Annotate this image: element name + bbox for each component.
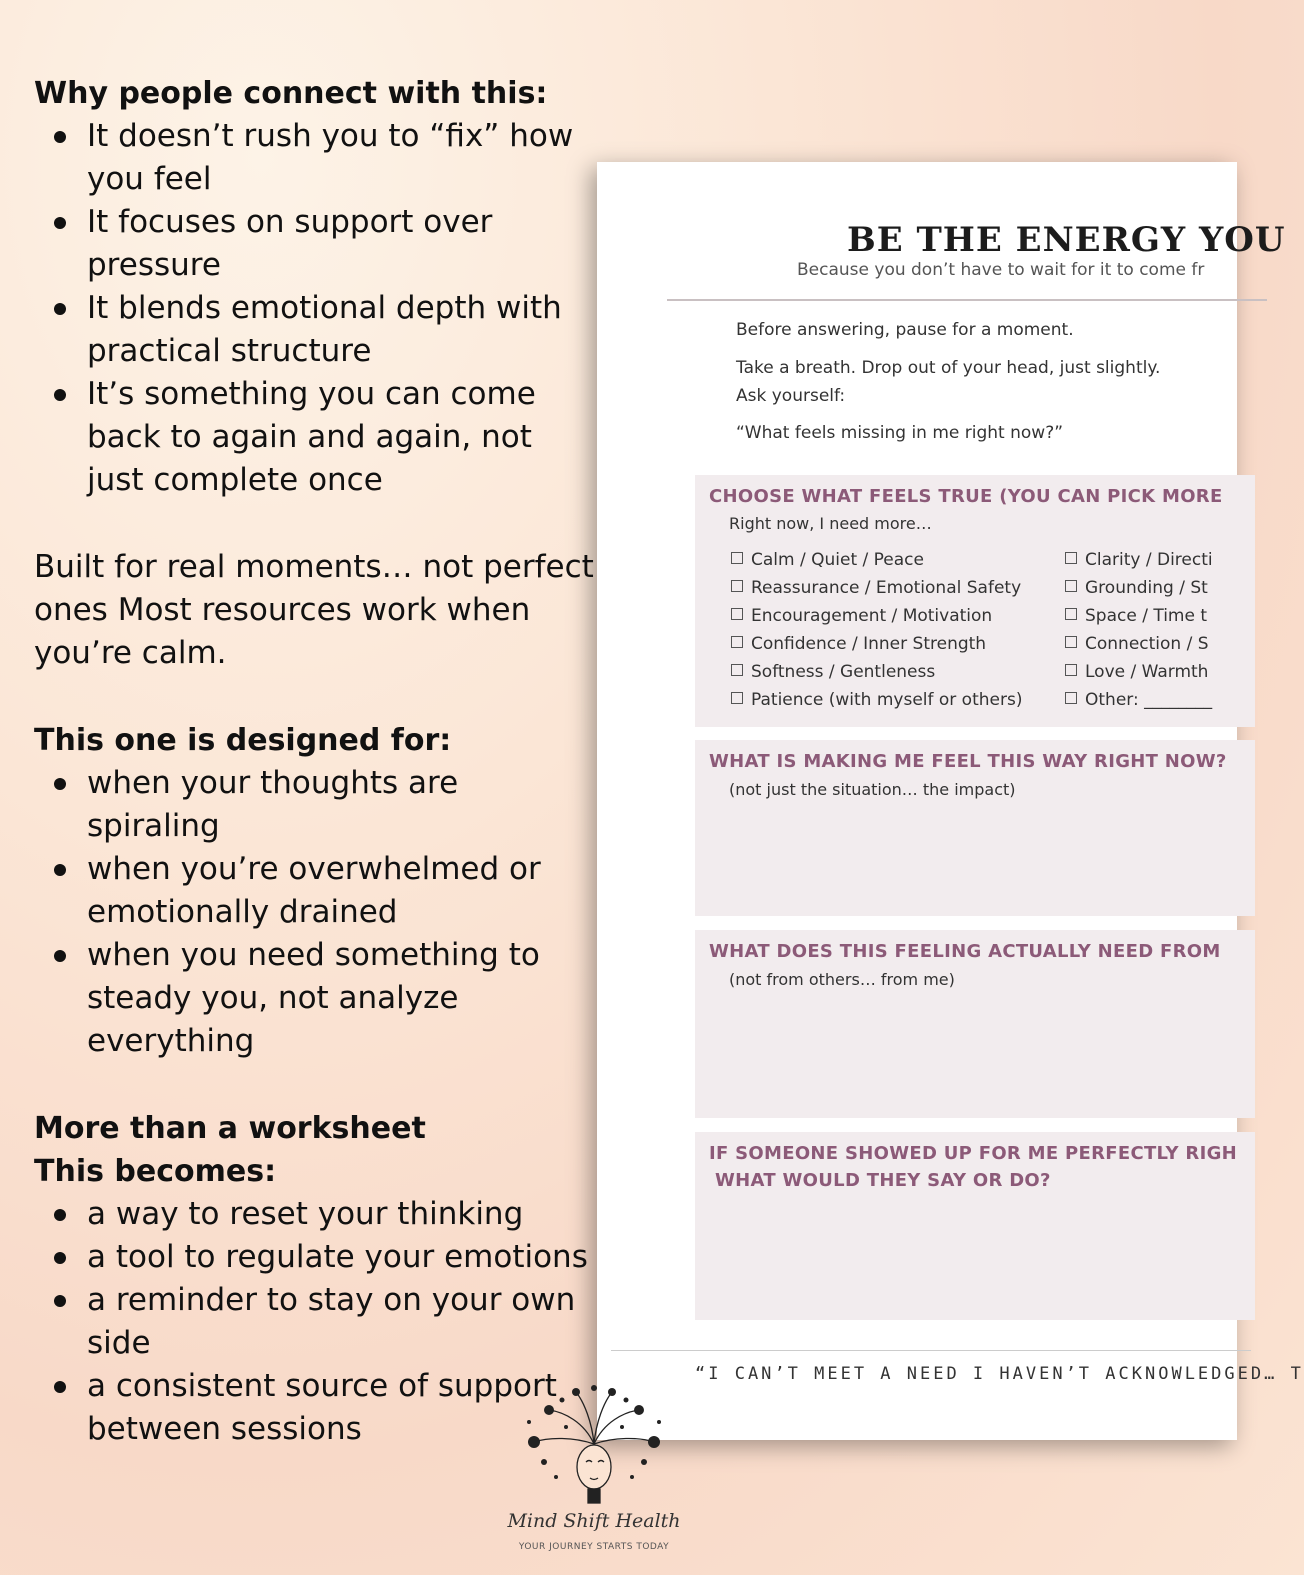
list-item: when you need something to steady you, not analyze everything [87,934,594,1063]
list-item: when you’re overwhelmed or emotionally drained [87,848,594,934]
list-item: a reminder to stay on your own side [87,1279,594,1365]
checkbox-icon [1065,664,1077,676]
built-paragraph: Built for real moments… not perfect ones Most resources work when you’re calm. [34,549,594,671]
intro-question: “What feels missing in me right now?” [736,423,1064,443]
worksheet-preview [597,162,1304,1440]
checkbox-icon [731,608,743,620]
why-title: Why people connect with this: [34,76,548,111]
checkbox-option[interactable]: Space / Time t [1065,606,1207,626]
designed-list [34,762,594,1063]
list-item: It blends emotional depth with practical structure [87,287,594,373]
checkbox-icon [731,552,743,564]
more-title: More than a worksheet [34,1111,426,1146]
intro-line: Take a breath. Drop out of your head, just slightly. [736,358,1161,378]
checkbox-icon [731,692,743,704]
checkbox-icon [1065,692,1077,704]
why-list [34,115,594,502]
checkbox-option[interactable]: Encouragement / Motivation [731,606,992,626]
checkbox-option[interactable]: Other: ________ [1065,690,1212,710]
list-item: It’s something you can come back to again and again, not just complete once [87,373,594,502]
list-item: when your thoughts are spiraling [87,762,594,848]
worksheet-quote: “I CAN’T MEET A NEED I HAVEN’T ACKNOWLEDGED… T [695,1364,1304,1384]
checkbox-icon [731,664,743,676]
becomes-title: This becomes: [34,1154,277,1189]
checkbox-option[interactable]: Connection / S [1065,634,1209,654]
list-item: It doesn’t rush you to “fix” how you feel [87,115,594,201]
question-heading: WHAT IS MAKING ME FEEL THIS WAY RIGHT NOW? [709,751,1227,772]
footer-divider [611,1350,1251,1351]
question-heading: WHAT DOES THIS FEELING ACTUALLY NEED FROM [709,941,1221,962]
checkbox-option[interactable]: Clarity / Directi [1065,550,1213,570]
head-tree-icon [504,1382,684,1512]
checkbox-icon [1065,636,1077,648]
logo-wordmark: Mind Shift Health [507,1510,681,1532]
list-item: a tool to regulate your emotions [87,1236,594,1279]
question-panel[interactable] [695,740,1255,916]
choose-subheading: Right now, I need more… [729,514,932,533]
list-item: a way to reset your thinking [87,1193,594,1236]
question-panel[interactable] [695,1132,1255,1320]
checkbox-option[interactable]: Love / Warmth [1065,662,1208,682]
question-hint: (not just the situation… the impact) [729,780,1016,799]
title-divider [667,299,1267,301]
brand-logo [504,1382,684,1572]
question-heading: WHAT WOULD THEY SAY OR DO? [715,1170,1051,1191]
checkbox-option[interactable]: Calm / Quiet / Peace [731,550,924,570]
checkbox-option[interactable]: Confidence / Inner Strength [731,634,986,654]
list-item: a consistent source of support between sessions [87,1365,594,1451]
checkbox-option[interactable]: Softness / Gentleness [731,662,935,682]
checkbox-icon [731,580,743,592]
checkbox-icon [1065,552,1077,564]
worksheet-subtitle: Because you don’t have to wait for it to come fr [797,260,1205,280]
promo-text-column [34,72,594,1451]
designed-title: This one is designed for: [34,723,452,758]
list-item: It focuses on support over pressure [87,201,594,287]
choose-panel [695,475,1255,727]
question-panel[interactable] [695,930,1255,1118]
worksheet-title: BE THE ENERGY YOU [847,220,1286,260]
checkbox-option[interactable]: Reassurance / Emotional Safety [731,578,1021,598]
question-heading: IF SOMEONE SHOWED UP FOR ME PERFECTLY RIGH [709,1143,1238,1164]
checkbox-option[interactable]: Grounding / St [1065,578,1208,598]
choose-heading: CHOOSE WHAT FEELS TRUE (YOU CAN PICK MORE [709,486,1223,507]
logo-tagline: YOUR JOURNEY STARTS TODAY [518,1542,670,1552]
intro-line: Ask yourself: [736,386,846,406]
checkbox-option[interactable]: Patience (with myself or others) [731,690,1022,710]
intro-line: Before answering, pause for a moment. [736,320,1074,340]
checkbox-icon [731,636,743,648]
question-hint: (not from others… from me) [729,970,955,989]
checkbox-icon [1065,580,1077,592]
checkbox-icon [1065,608,1077,620]
